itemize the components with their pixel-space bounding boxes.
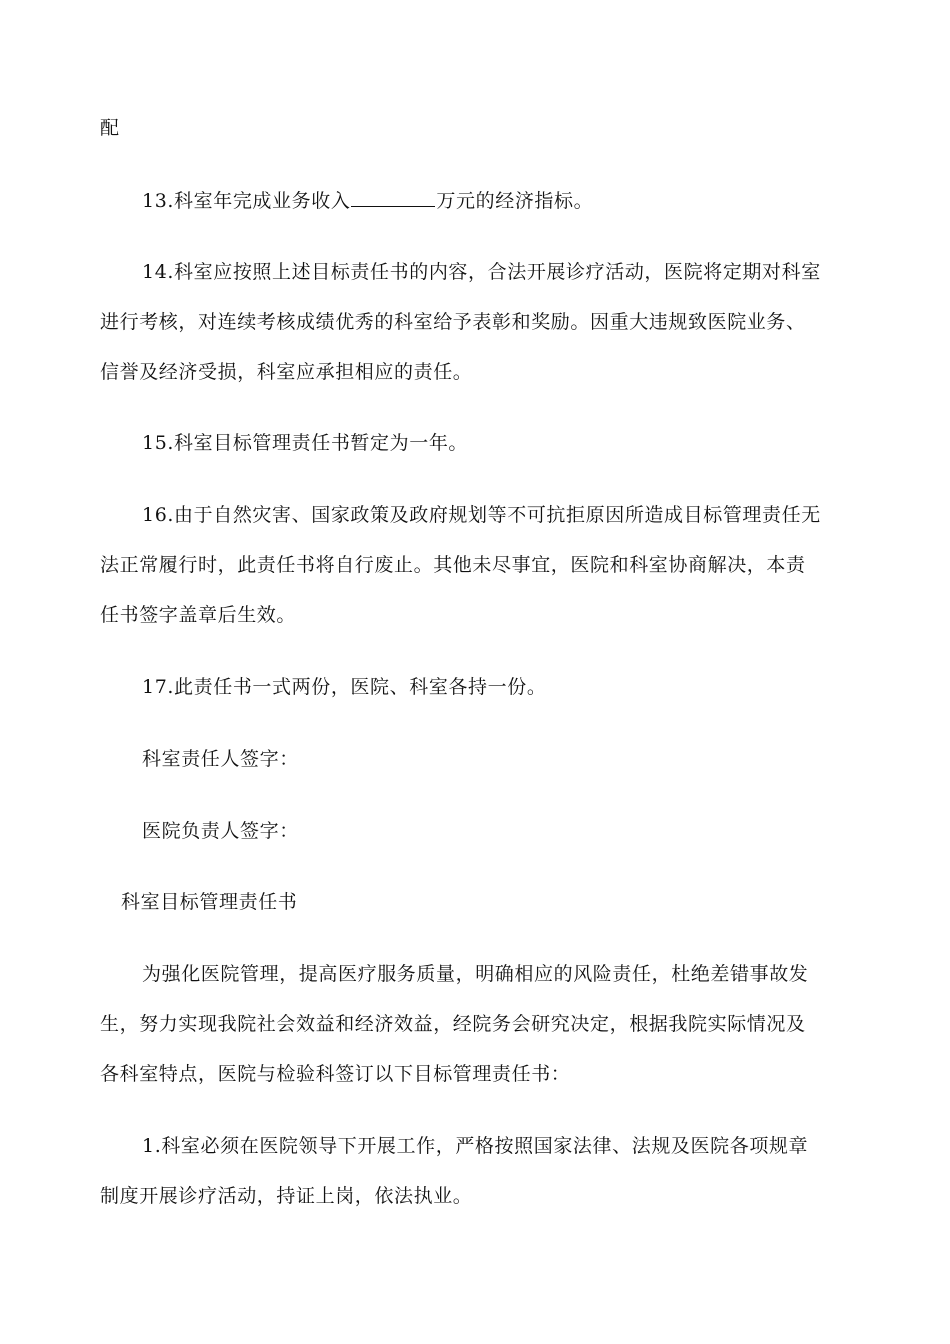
intro-line-1: 为强化医院管理，提高医疗服务质量，明确相应的风险责任，杜绝差错事故发: [142, 963, 809, 985]
fragment-top: 配: [100, 117, 120, 139]
item-14-line-2: 进行考核，对连续考核成绩优秀的科室给予表彰和奖励。因重大违规致医院业务、: [100, 311, 806, 333]
sign-dept-label: 科室责任人签字：: [142, 748, 299, 770]
intro-line-2: 生，努力实现我院社会效益和经济效益，经院务会研究决定，根据我院实际情况及: [100, 1013, 806, 1035]
item-1-line-1: 1.科室必须在医院领导下开展工作，严格按照国家法律、法规及医院各项规章: [142, 1135, 809, 1157]
sign-hospital-label: 医院负责人签字：: [142, 820, 299, 842]
item-15: 15.科室目标管理责任书暂定为一年。: [142, 432, 469, 454]
item-13-before: 13.科室年完成业务收入: [142, 190, 351, 212]
item-17: 17.此责任书一式两份，医院、科室各持一份。: [142, 676, 547, 698]
intro-line-3: 各科室特点，医院与检验科签订以下目标管理责任书：: [100, 1063, 571, 1085]
section-title: 科室目标管理责任书: [121, 891, 298, 913]
item-16-line-2: 法正常履行时，此责任书将自行废止。其他未尽事宜，医院和科室协商解决，本责: [100, 554, 806, 576]
item-14-line-1: 14.科室应按照上述目标责任书的内容，合法开展诊疗活动，医院将定期对科室: [142, 261, 821, 283]
item-14-line-3: 信誉及经济受损，科室应承担相应的责任。: [100, 361, 473, 383]
item-1-line-2: 制度开展诊疗活动，持证上岗，依法执业。: [100, 1185, 473, 1207]
item-13: [142, 188, 593, 213]
item-16-line-3: 任书签字盖章后生效。: [100, 604, 297, 626]
revenue-blank: [351, 188, 435, 207]
item-13-after: 万元的经济指标。: [436, 190, 594, 212]
item-16-line-1: 16.由于自然灾害、国家政策及政府规划等不可抗拒原因所造成目标管理责任无: [142, 504, 821, 526]
